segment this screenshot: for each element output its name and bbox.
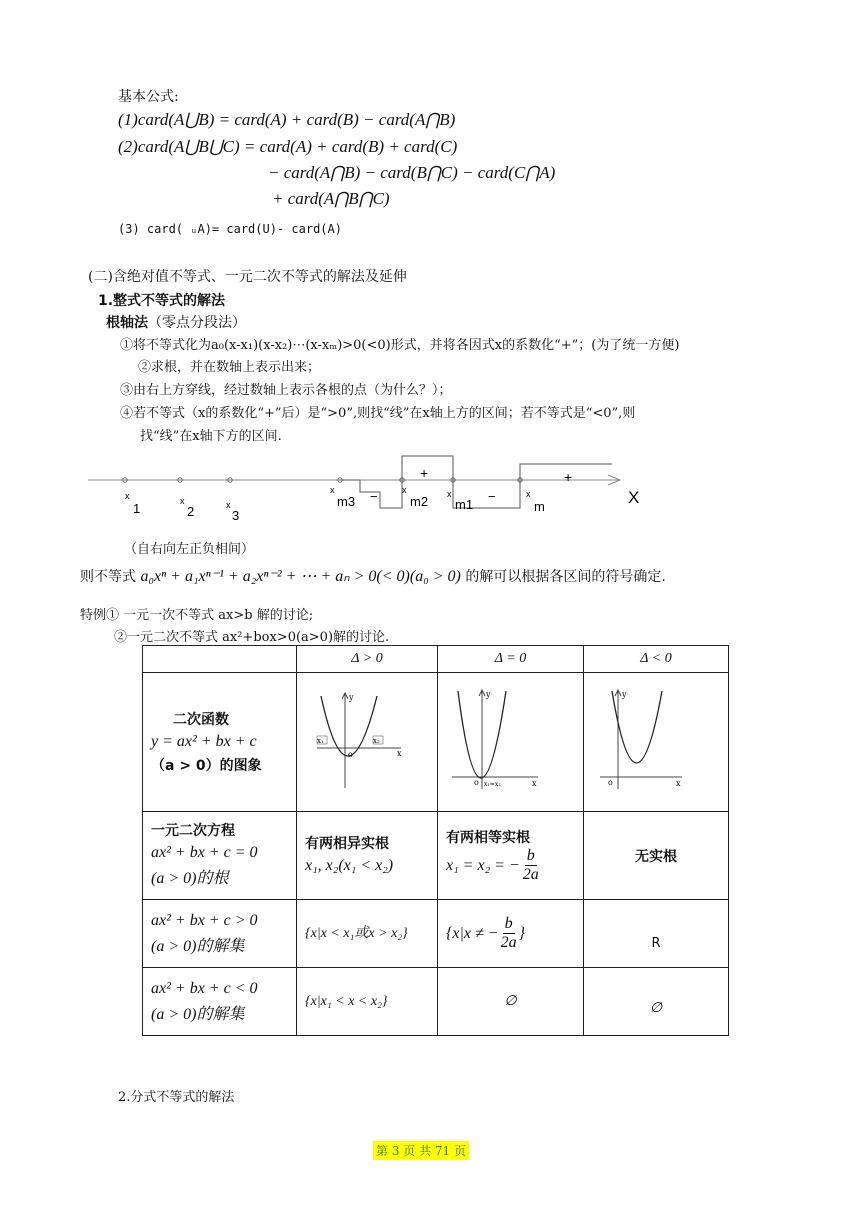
gt-solution-one-cell [438,900,584,968]
graph-label-x: x [532,779,537,788]
label-sub: 3 [232,508,240,523]
method-name: 根轴法 [106,315,148,331]
table-header-row [143,646,729,673]
roots-cell-two [297,812,438,900]
minus-sign: − [488,489,496,504]
conclusion-post: 的解可以根据各区间的符号确定. [465,569,666,585]
label-x: x [526,489,531,499]
two-equal-roots: 有两相等实根 [446,830,530,846]
header-delta-negative: Δ < 0 [584,646,729,673]
label-sub: m2 [410,494,429,509]
lt-solution-two: {x|x₁ < x < x₂} [297,968,438,1036]
label-lt-solution: (a > 0)的解集 [151,1005,245,1023]
label-graph: （a > 0）的图象 [151,758,262,774]
table-row-roots [143,812,729,900]
two-roots-expr: x₁, x₂(x₁ < x₂) [305,856,394,874]
subsection-2-title: 2.分式不等式的解法 [118,1090,235,1105]
label-sub: 2 [187,504,195,519]
label-sub: m1 [455,497,474,512]
header-empty [143,646,297,673]
label-quadratic-equation: 一元二次方程 [151,822,235,839]
graph-cell-two-roots [297,673,438,812]
label-gt-expr: ax² + bx + c > 0 [151,911,258,929]
gt-solution-one [446,915,575,952]
axis-label-x: X [628,488,640,507]
label-sub: 1 [133,501,141,516]
row-label-lt [143,968,297,1036]
method-note: （零点分段法） [148,315,246,331]
graph-label-x: x [676,779,681,788]
two-distinct-roots: 有两相异实根 [305,835,389,852]
conclusion [80,566,666,586]
number-line-diagram [0,450,860,530]
fraction [523,847,539,884]
graph-label-y: y [486,690,491,699]
formula-3: (3) card( ᵤA)= card(U)- card(A) [118,222,342,236]
row-label-graph [143,673,297,812]
step-1: ①将不等式化为a₀(x-x₁)(x-x₂)⋯(x-xₘ)>0(<0)形式，并将各因式x的系数化“+”；(为了统一方便) [120,338,680,353]
roots-cell-one [438,812,584,900]
label-sub: m3 [337,494,356,509]
label-x: x [330,485,335,495]
graph-label-y: y [349,692,354,702]
special-case-2: ②一元二次不等式 ax²+box>0(a>0)解的讨论. [114,630,390,645]
subsection-1-title: 1.整式不等式的解法 [98,293,226,309]
graph-label-x1: x₁ [317,736,324,745]
conclusion-pre: 则不等式 [80,569,136,585]
lt-solution-none: ∅ [584,968,729,1036]
graph-label-x: x [397,748,402,758]
step-2: ②求根，并在数轴上表示出来； [138,360,321,375]
step-4-cont: 找“线”在x轴下方的区间. [140,429,282,444]
gt-solution-two: {x|x < x₁或x > x₂} [297,900,438,968]
formula-2c: + card(A⋂B⋂C) [272,189,390,208]
equal-roots-lhs: x₁ = x₂ = − [446,856,520,874]
gt-one-lhs: {x|x ≠ − [446,924,499,942]
no-real-roots: 无实根 [584,812,729,900]
fraction-numerator: b [504,915,513,932]
formula-2b: − card(A⋂B) − card(B⋂C) − card(C⋂A) [268,163,556,182]
lt-solution-one: ∅ [438,968,584,1036]
gt-one-rhs: } [518,924,525,942]
label-x: x [180,496,185,506]
label-x: x [125,491,130,501]
graph-cell-one-root [438,673,584,812]
fraction-denominator: 2a [522,866,539,883]
label-lt-expr: ax² + bx + c < 0 [151,979,258,997]
label-x: x [226,500,231,510]
graph-label-origin: o [608,778,613,787]
gt-solution-none: R [584,900,729,968]
equal-roots-expr [446,847,575,884]
table-row-graph [143,673,729,812]
label-x: x [402,485,407,495]
header-delta-positive: Δ > 0 [297,646,438,673]
step-4: ④若不等式（x的系数化“+”后）是“>0”,则找“线”在x轴上方的区间；若不等式是“<0”,则 [120,406,636,421]
label-gt-solution: (a > 0)的解集 [151,937,245,955]
label-x: x [447,489,452,499]
quadratic-solution-table [142,645,729,1036]
parabola-graph-two-roots [305,688,405,793]
fraction-numerator: b [526,847,535,864]
plus-sign: + [420,465,429,481]
method-line [106,312,246,332]
minus-sign: − [370,489,378,504]
table-row-gt [143,900,729,968]
conclusion-math: a₀xⁿ + a₁xⁿ⁻¹ + a₂xⁿ⁻² + ⋯ + aₙ > 0(< 0)(a₀ > 0) [140,568,461,585]
fraction [501,915,517,952]
parabola-graph-one-root [446,685,546,795]
label-equation-expr: ax² + bx + c = 0 [151,843,258,861]
page-footer: 第 3 页 共 71 页 [373,1141,469,1160]
formula-heading: 基本公式: [118,89,179,105]
label-roots: (a > 0)的根 [151,869,229,887]
table-row-lt [143,968,729,1036]
header-delta-zero: Δ = 0 [438,646,584,673]
formula-2a: (2)card(A⋃B⋃C) = card(A) + card(B) + card(C) [118,137,458,156]
graph-label-y: y [622,690,627,699]
parabola-graph-no-root [592,685,692,795]
label-sub: m [534,499,545,514]
formula-1: (1)card(A⋃B) = card(A) + card(B) − card(A⋂B) [118,110,456,129]
graph-label-origin: o [474,778,479,787]
step-3: ③由右上方穿线，经过数轴上表示各根的点（为什么？）； [120,383,452,398]
row-label-roots [143,812,297,900]
special-case-1: 特例① 一元一次不等式 ax>b 解的讨论; [80,608,314,623]
section-title: (二)含绝对值不等式、一元二次不等式的解法及延伸 [88,269,407,285]
label-quadratic-function: 二次函数 [173,712,229,728]
row-label-gt [143,900,297,968]
graph-label-x1x2: x₁=x₂ [484,781,501,788]
graph-label-origin: o [348,749,353,759]
graph-cell-no-root [584,673,729,812]
plus-sign: + [564,469,573,485]
caption: （自右向左正负相间） [124,542,255,557]
graph-label-x2: x₂ [373,736,380,745]
label-function-expr: y = ax² + bx + c [151,733,257,750]
fraction-denominator: 2a [500,934,517,951]
